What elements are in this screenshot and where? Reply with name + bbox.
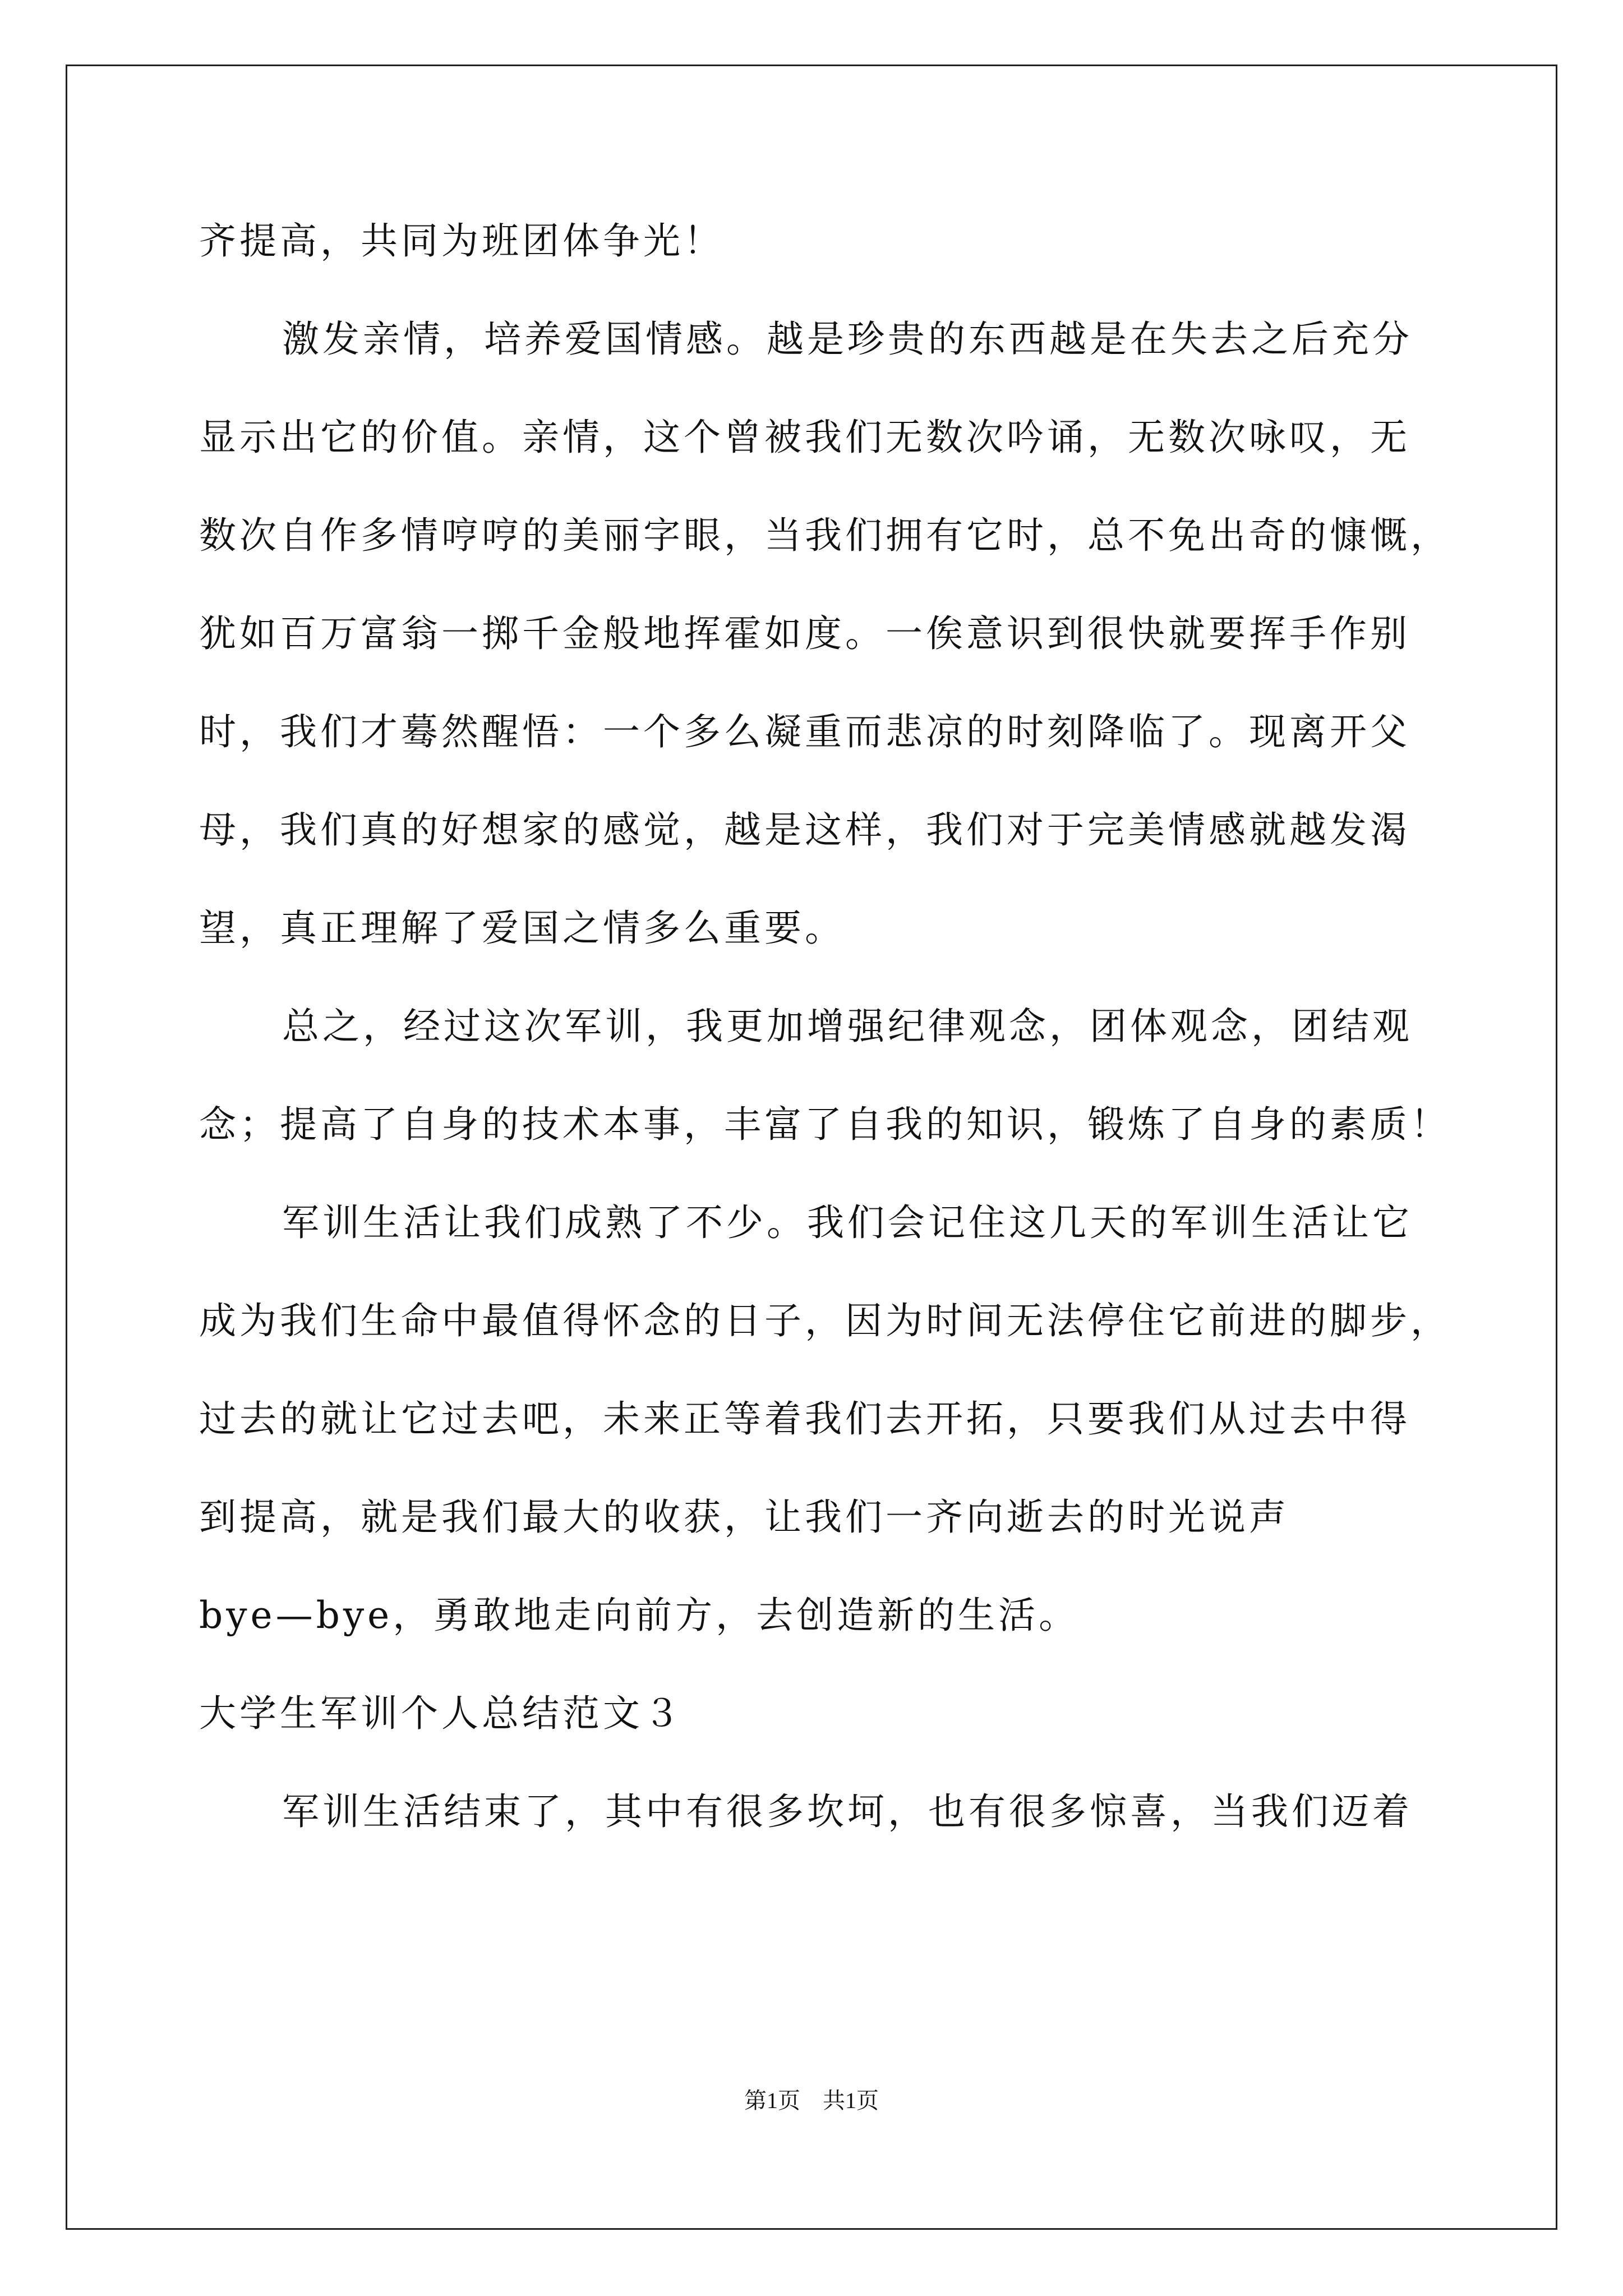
text-line-13: 过去的就让它过去吧，未来正等着我们去开拓，只要我们从过去中得 [199, 1397, 1410, 1441]
text-line-7: 母，我们真的好想家的感觉，越是这样，我们对于完美情感就越发渴 [199, 808, 1410, 852]
text-line-5: 犹如百万富翁一掷千金般地挥霍如度。一俟意识到很快就要挥手作别 [199, 612, 1410, 655]
text-line-17: 军训生活结束了，其中有很多坎坷，也有很多惊喜，当我们迈着 [282, 1790, 1413, 1833]
text-line-11: 军训生活让我们成熟了不少。我们会记住这几天的军训生活让它 [282, 1201, 1413, 1244]
text-line-10: 念；提高了自身的技术本事，丰富了自我的知识，锻炼了自身的素质！ [199, 1103, 1451, 1146]
text-line-15: bye—bye，勇敢地走向前方，去创造新的生活。 [199, 1594, 1080, 1637]
text-line-14: 到提高，就是我们最大的收获，让我们一齐向逝去的时光说声 [199, 1496, 1289, 1539]
text-line-9: 总之，经过这次军训，我更加增强纪律观念，团体观念，团结观 [282, 1005, 1413, 1048]
text-line-4: 数次自作多情哼哼的美丽字眼，当我们拥有它时，总不免出奇的慷慨， [199, 514, 1451, 557]
page-number-footer: 第1页 共1页 [744, 2088, 879, 2113]
text-line-1: 齐提高，共同为班团体争光！ [199, 219, 724, 263]
section-heading: 大学生军训个人总结范文３ [199, 1692, 684, 1735]
document-body [199, 208, 1451, 1876]
text-line-12: 成为我们生命中最值得怀念的日子，因为时间无法停住它前进的脚步， [199, 1299, 1451, 1342]
text-line-2: 激发亲情，培养爱国情感。越是珍贵的东西越是在失去之后充分 [282, 318, 1413, 361]
text-line-8: 望，真正理解了爱国之情多么重要。 [199, 907, 845, 950]
text-line-6: 时，我们才蓦然醒悟：一个多么凝重而悲凉的时刻降临了。现离开父 [199, 710, 1410, 753]
text-line-3: 显示出它的价值。亲情，这个曾被我们无数次吟诵，无数次咏叹，无 [199, 416, 1410, 459]
